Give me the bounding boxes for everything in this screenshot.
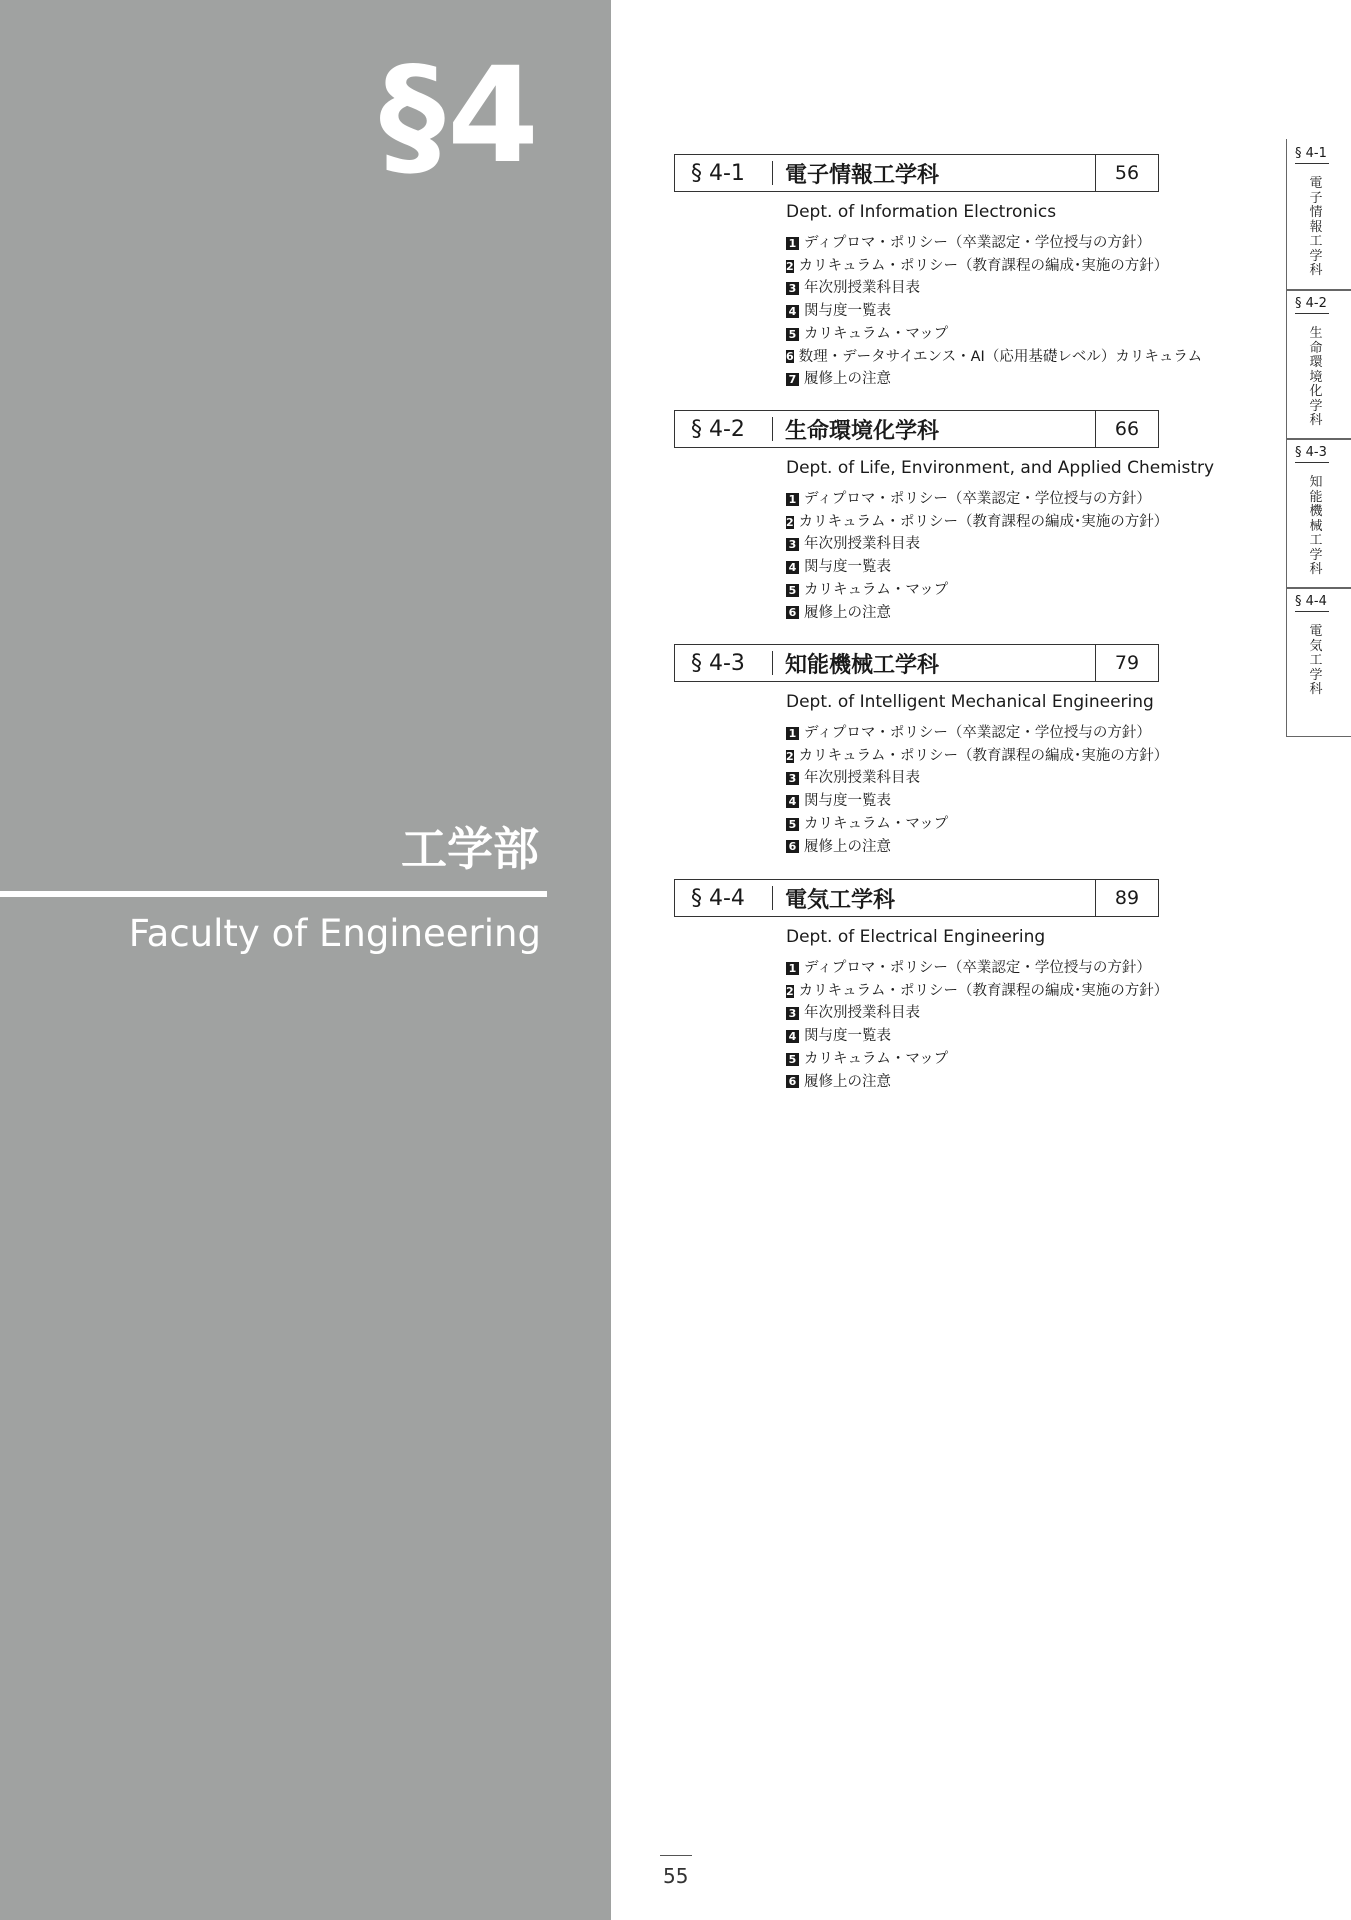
item-label: 年次別授業科目表 — [804, 1005, 920, 1022]
side-tab-label: 電子情報工学科 — [1309, 176, 1323, 278]
list-item[interactable] — [786, 767, 1159, 790]
list-item[interactable] — [786, 533, 1159, 556]
section-header[interactable] — [674, 154, 1159, 192]
item-label: 履修上の注意 — [804, 1073, 891, 1090]
item-number-badge: 6 — [786, 1075, 799, 1088]
side-tab-number: § 4-3 — [1295, 445, 1329, 463]
list-item[interactable] — [786, 300, 1159, 323]
section-title-en: Dept. of Information Electronics — [786, 202, 1057, 222]
section-title: 電気工学科 — [785, 887, 896, 913]
item-number-badge: 7 — [786, 373, 799, 386]
item-number-badge: 1 — [786, 493, 799, 506]
section-contents — [786, 957, 1169, 1093]
section-title-en: Dept. of Intelligent Mechanical Engineering — [786, 692, 1154, 712]
section-page: 56 — [1095, 155, 1158, 191]
list-item[interactable] — [786, 722, 1159, 745]
section-page: 89 — [1095, 880, 1158, 916]
item-number-badge: 3 — [786, 772, 799, 785]
section-4-2 — [674, 410, 1215, 624]
list-item[interactable] — [786, 511, 1169, 534]
section-header[interactable] — [674, 879, 1159, 917]
item-label: 関与度一覧表 — [804, 1028, 891, 1045]
item-label: 年次別授業科目表 — [804, 770, 920, 787]
item-label: カリキュラム・マップ — [804, 581, 949, 598]
list-item[interactable] — [786, 579, 1159, 602]
section-4-4 — [674, 879, 1169, 1093]
item-label: 年次別授業科目表 — [804, 536, 920, 553]
chapter-panel — [0, 0, 611, 1920]
list-item[interactable] — [786, 1071, 1159, 1094]
item-label: カリキュラム・ポリシー（教育課程の編成･実施の方針） — [798, 257, 1169, 274]
section-header[interactable] — [674, 410, 1159, 448]
item-number-badge: 1 — [786, 727, 799, 740]
section-header[interactable] — [674, 644, 1159, 682]
side-index-tabs — [1286, 139, 1351, 737]
item-number-badge: 2 — [786, 259, 794, 273]
side-tab-label: 電気工学科 — [1309, 624, 1323, 697]
item-number-badge: 6 — [786, 840, 799, 853]
list-item[interactable] — [786, 745, 1169, 768]
section-number: § 4-1 — [675, 155, 773, 191]
item-number-badge: 6 — [786, 606, 799, 619]
section-title: 知能機械工学科 — [785, 652, 940, 678]
side-tab-divider — [1287, 587, 1351, 589]
section-title-en: Dept. of Electrical Engineering — [786, 927, 1046, 947]
side-tab-label: 知能機械工学科 — [1309, 475, 1323, 577]
list-item[interactable] — [786, 1048, 1159, 1071]
list-item[interactable] — [786, 957, 1159, 980]
item-number-badge: 2 — [786, 749, 794, 763]
list-item[interactable] — [786, 323, 1159, 346]
page-number-rule — [660, 1855, 692, 1856]
faculty-title-jp: 工学部 — [401, 822, 539, 876]
side-tab-number: § 4-2 — [1295, 296, 1329, 314]
list-item[interactable] — [786, 255, 1169, 278]
item-number-badge: 4 — [786, 1030, 799, 1043]
side-tab-number: § 4-4 — [1295, 594, 1329, 612]
section-title: 電子情報工学科 — [785, 162, 940, 188]
item-number-badge: 3 — [786, 1007, 799, 1020]
item-number-badge: 4 — [786, 561, 799, 574]
side-tab-label: 生命環境化学科 — [1309, 326, 1323, 428]
section-title-en: Dept. of Life, Environment, and Applied Chemistry — [786, 458, 1215, 478]
item-label: ディプロマ・ポリシー（卒業認定・学位授与の方針） — [804, 725, 1151, 741]
item-number-badge: 2 — [786, 515, 794, 529]
section-contents — [786, 488, 1169, 624]
item-number-badge: 2 — [786, 984, 794, 998]
item-label: カリキュラム・ポリシー（教育課程の編成･実施の方針） — [798, 747, 1169, 764]
faculty-title-en: Faculty of Engineering — [128, 912, 541, 955]
list-item[interactable] — [786, 232, 1159, 255]
page-number: 55 — [663, 1864, 689, 1888]
item-label: 関与度一覧表 — [804, 793, 891, 810]
section-number: § 4-2 — [675, 411, 773, 447]
side-tab-divider — [1287, 438, 1351, 440]
item-number-badge: 1 — [786, 962, 799, 975]
section-page: 66 — [1095, 411, 1158, 447]
item-number-badge: 4 — [786, 795, 799, 808]
item-label: カリキュラム・マップ — [804, 1050, 949, 1067]
item-label: 履修上の注意 — [804, 604, 891, 621]
item-number-badge: 6 — [786, 350, 794, 364]
item-label: 関与度一覧表 — [804, 559, 891, 576]
section-contents — [786, 232, 1203, 391]
item-number-badge: 5 — [786, 818, 799, 831]
section-number: § 4-4 — [675, 880, 773, 916]
list-item[interactable] — [786, 813, 1159, 836]
item-number-badge: 5 — [786, 328, 799, 341]
list-item[interactable] — [786, 368, 1159, 391]
item-label: ディプロマ・ポリシー（卒業認定・学位授与の方針） — [804, 960, 1151, 976]
side-tab-number: § 4-1 — [1295, 146, 1329, 164]
item-label: 数理・データサイエンス・AI（応用基礎レベル）カリキュラム — [798, 348, 1203, 365]
list-item[interactable] — [786, 277, 1159, 300]
item-label: 履修上の注意 — [804, 838, 891, 855]
item-number-badge: 5 — [786, 1053, 799, 1066]
list-item[interactable] — [786, 346, 1203, 369]
section-title: 生命環境化学科 — [785, 418, 940, 444]
list-item[interactable] — [786, 1002, 1159, 1025]
list-item[interactable] — [786, 488, 1159, 511]
item-label: カリキュラム・ポリシー（教育課程の編成･実施の方針） — [798, 513, 1169, 530]
item-number-badge: 3 — [786, 538, 799, 551]
list-item[interactable] — [786, 602, 1159, 625]
item-label: 関与度一覧表 — [804, 303, 891, 320]
item-number-badge: 1 — [786, 237, 799, 250]
list-item[interactable] — [786, 790, 1159, 813]
item-label: 年次別授業科目表 — [804, 280, 920, 297]
section-page: 79 — [1095, 645, 1158, 681]
chapter-number: §4 — [379, 39, 541, 193]
item-label: 履修上の注意 — [804, 371, 891, 388]
item-label: カリキュラム・マップ — [804, 815, 949, 832]
section-contents — [786, 722, 1169, 858]
section-number: § 4-3 — [675, 645, 773, 681]
list-item[interactable] — [786, 836, 1159, 859]
list-item[interactable] — [786, 1025, 1159, 1048]
item-label: ディプロマ・ポリシー（卒業認定・学位授与の方針） — [804, 491, 1151, 507]
item-label: カリキュラム・マップ — [804, 325, 949, 342]
faculty-divider — [0, 891, 547, 897]
side-tab-divider — [1287, 289, 1351, 291]
item-label: ディプロマ・ポリシー（卒業認定・学位授与の方針） — [804, 235, 1151, 251]
item-number-badge: 3 — [786, 282, 799, 295]
item-number-badge: 4 — [786, 305, 799, 318]
section-4-1 — [674, 154, 1203, 391]
section-4-3 — [674, 644, 1169, 858]
item-label: カリキュラム・ポリシー（教育課程の編成･実施の方針） — [798, 982, 1169, 999]
item-number-badge: 5 — [786, 584, 799, 597]
list-item[interactable] — [786, 980, 1169, 1003]
list-item[interactable] — [786, 556, 1159, 579]
